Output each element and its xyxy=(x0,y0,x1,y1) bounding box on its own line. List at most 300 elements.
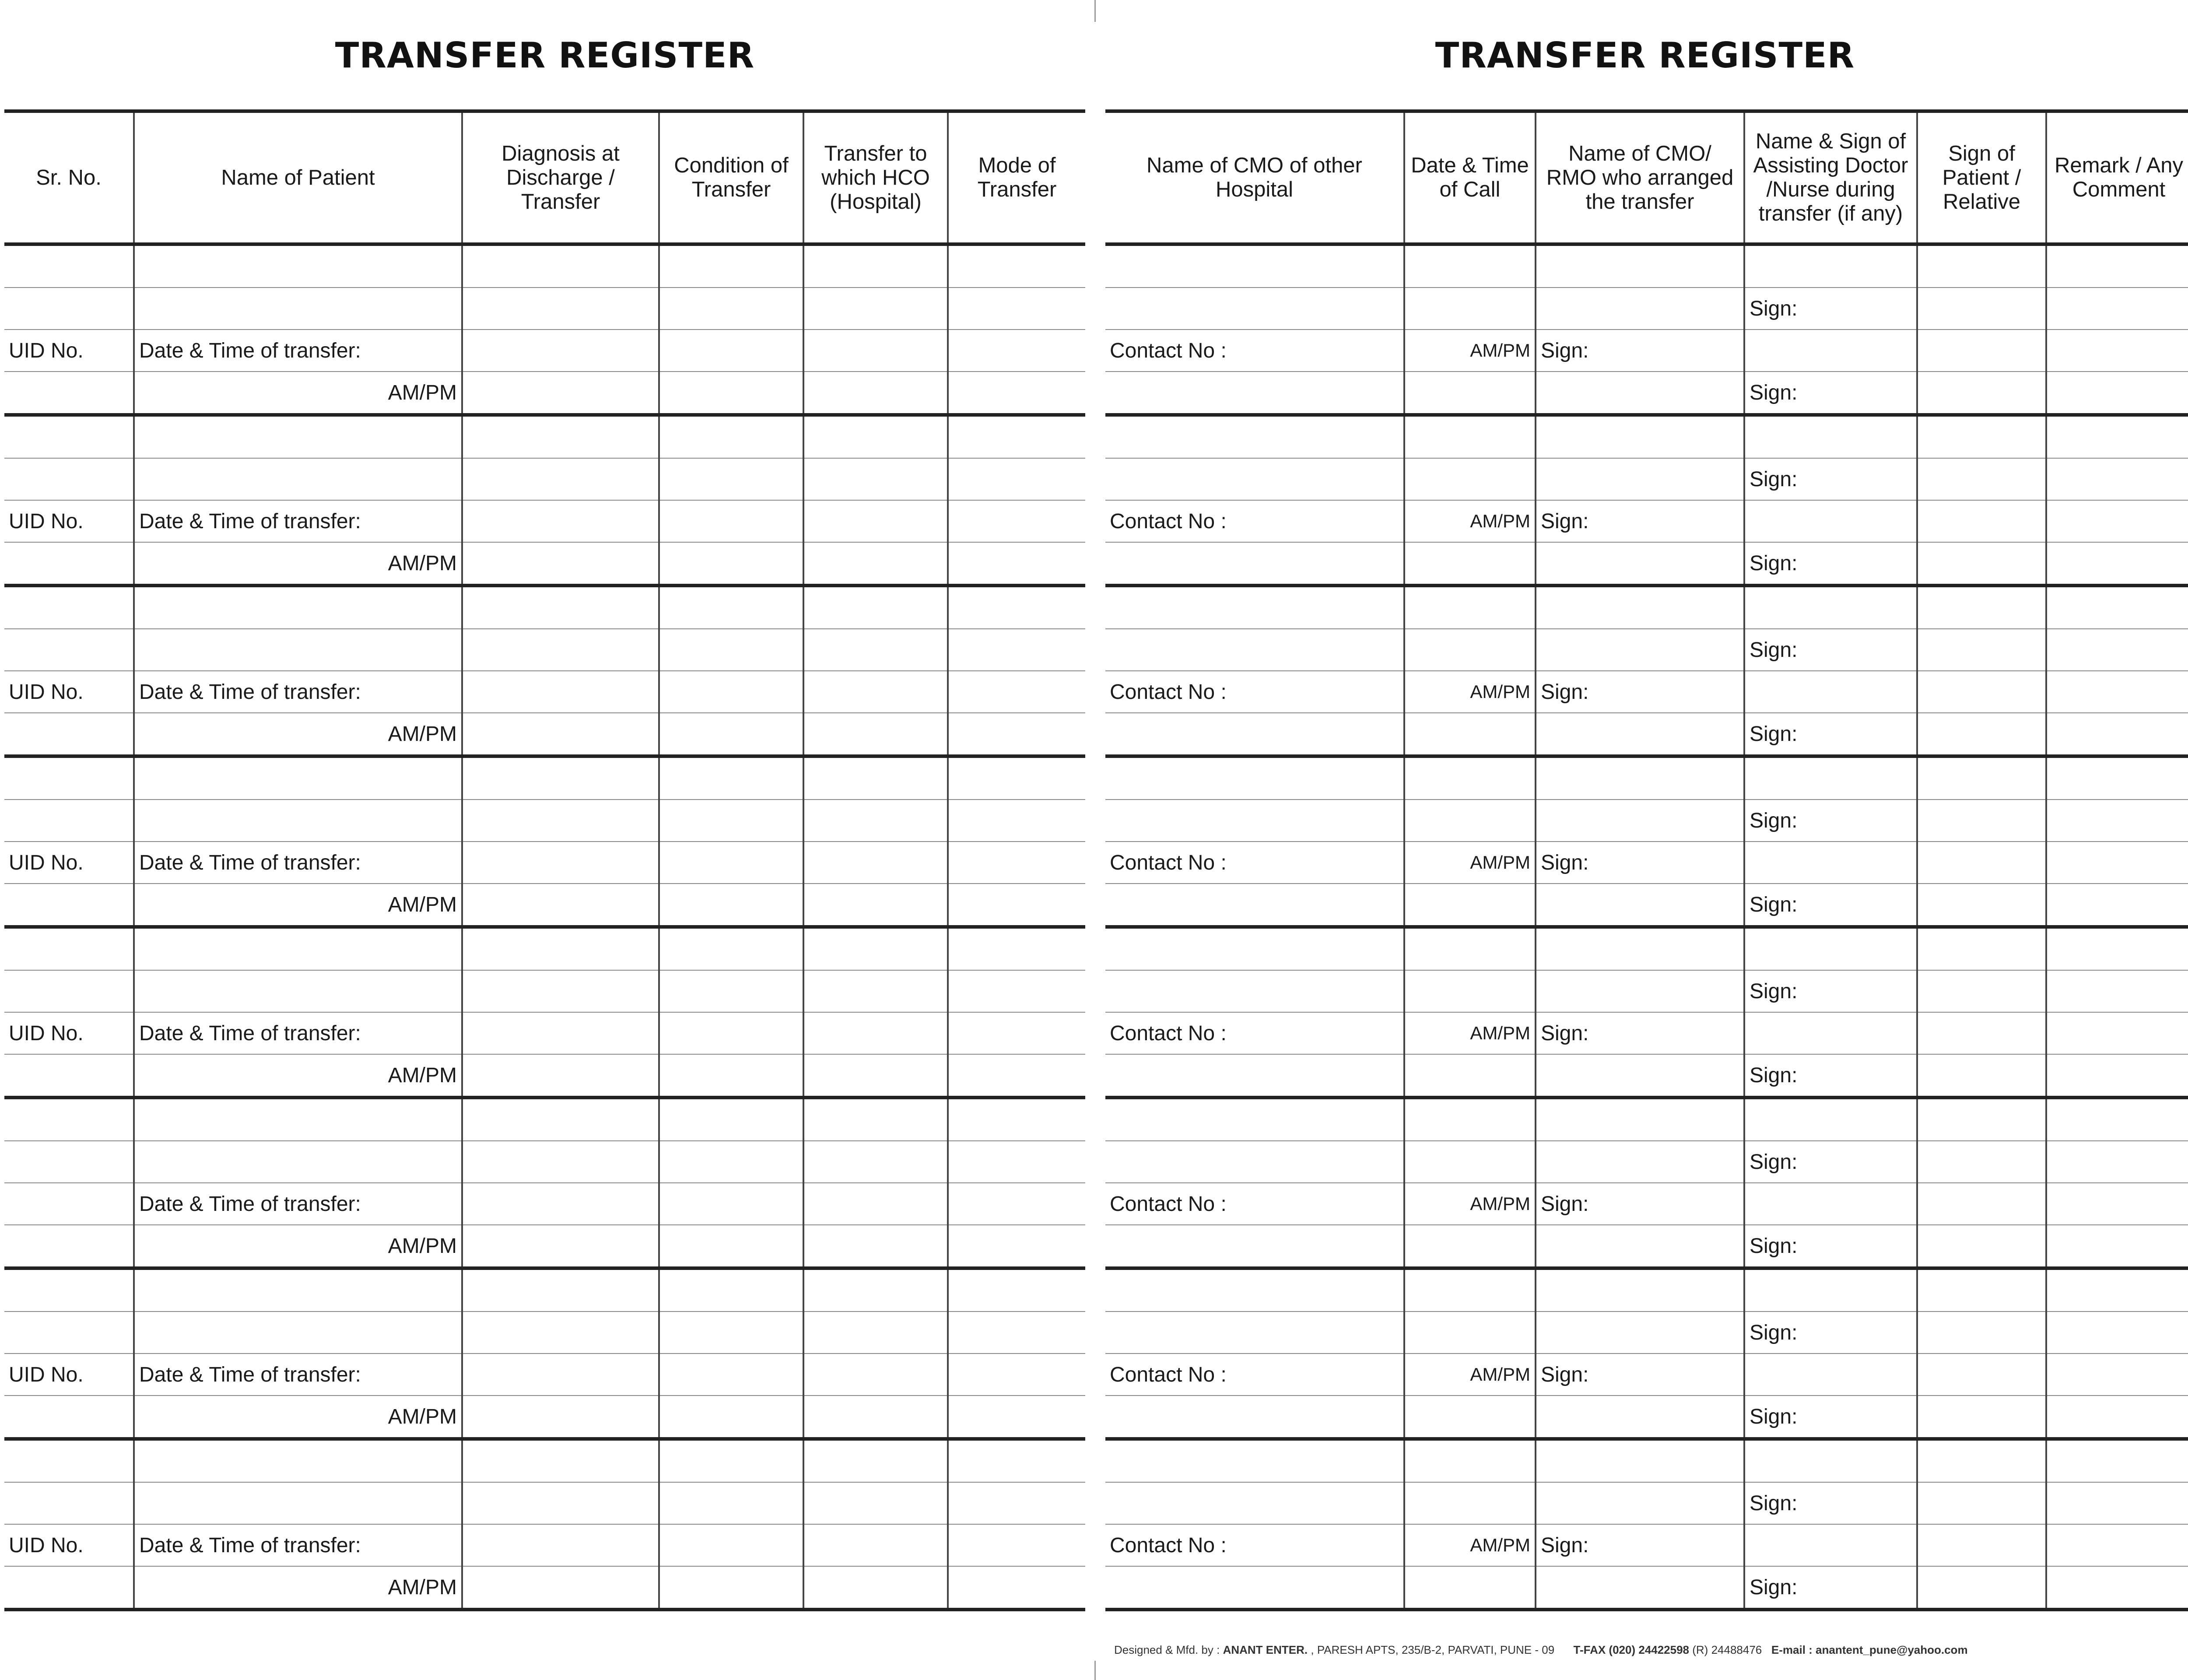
remark-cell[interactable] xyxy=(2046,671,2188,713)
sr-no-cell[interactable] xyxy=(4,415,134,458)
condition-cell[interactable] xyxy=(659,713,803,756)
patient-sign-cell[interactable] xyxy=(1917,458,2046,500)
call-datetime-cell[interactable] xyxy=(1404,1225,1536,1268)
cmo-arranged-cell[interactable] xyxy=(1536,713,1744,756)
diagnosis-cell[interactable] xyxy=(462,1354,659,1396)
remark-cell[interactable] xyxy=(2046,415,2188,458)
diagnosis-cell[interactable] xyxy=(462,1054,659,1098)
patient-name-cell[interactable] xyxy=(134,970,462,1012)
patient-sign-cell[interactable] xyxy=(1917,372,2046,415)
condition-cell[interactable] xyxy=(659,1098,803,1141)
cmo-other-cell[interactable] xyxy=(1105,244,1404,288)
cmo-arranged-cell[interactable] xyxy=(1536,1439,1744,1482)
patient-name-cell[interactable] xyxy=(134,1141,462,1183)
condition-cell[interactable] xyxy=(659,1439,803,1482)
cmo-arranged-cell[interactable] xyxy=(1536,458,1744,500)
assisting-sign-cell[interactable] xyxy=(1744,1354,1917,1396)
remark-cell[interactable] xyxy=(2046,500,2188,542)
remark-cell[interactable] xyxy=(2046,1524,2188,1566)
remark-cell[interactable] xyxy=(2046,800,2188,842)
cmo-arranged-cell[interactable] xyxy=(1536,1268,1744,1312)
patient-sign-cell[interactable] xyxy=(1917,1312,2046,1354)
patient-sign-cell[interactable] xyxy=(1917,756,2046,800)
mode-cell[interactable] xyxy=(948,1268,1085,1312)
assisting-sign-cell[interactable] xyxy=(1744,756,1917,800)
patient-sign-cell[interactable] xyxy=(1917,1354,2046,1396)
assisting-sign-cell[interactable] xyxy=(1744,586,1917,629)
mode-cell[interactable] xyxy=(948,1098,1085,1141)
transfer-hco-cell[interactable] xyxy=(803,1566,948,1610)
mode-cell[interactable] xyxy=(948,1225,1085,1268)
cmo-other-cell[interactable] xyxy=(1105,1312,1404,1354)
mode-cell[interactable] xyxy=(948,1524,1085,1566)
mode-cell[interactable] xyxy=(948,1439,1085,1482)
patient-name-cell[interactable] xyxy=(134,586,462,629)
patient-sign-cell[interactable] xyxy=(1917,1439,2046,1482)
patient-sign-cell[interactable] xyxy=(1917,629,2046,671)
transfer-hco-cell[interactable] xyxy=(803,458,948,500)
remark-cell[interactable] xyxy=(2046,927,2188,970)
sr-no-cell[interactable] xyxy=(4,1098,134,1141)
transfer-hco-cell[interactable] xyxy=(803,1482,948,1524)
patient-name-cell[interactable] xyxy=(134,244,462,288)
patient-sign-cell[interactable] xyxy=(1917,927,2046,970)
assisting-sign-cell[interactable] xyxy=(1744,1524,1917,1566)
condition-cell[interactable] xyxy=(659,629,803,671)
assisting-sign-cell[interactable] xyxy=(1744,1012,1917,1054)
cmo-arranged-cell[interactable] xyxy=(1536,288,1744,330)
mode-cell[interactable] xyxy=(948,500,1085,542)
assisting-sign-cell[interactable] xyxy=(1744,927,1917,970)
cmo-other-cell[interactable] xyxy=(1105,288,1404,330)
condition-cell[interactable] xyxy=(659,756,803,800)
remark-cell[interactable] xyxy=(2046,1312,2188,1354)
patient-name-cell[interactable] xyxy=(134,1312,462,1354)
mode-cell[interactable] xyxy=(948,1012,1085,1054)
transfer-hco-cell[interactable] xyxy=(803,629,948,671)
patient-sign-cell[interactable] xyxy=(1917,713,2046,756)
assisting-sign-cell[interactable] xyxy=(1744,1439,1917,1482)
condition-cell[interactable] xyxy=(659,244,803,288)
patient-name-cell[interactable] xyxy=(134,1439,462,1482)
transfer-hco-cell[interactable] xyxy=(803,244,948,288)
remark-cell[interactable] xyxy=(2046,1566,2188,1610)
remark-cell[interactable] xyxy=(2046,1482,2188,1524)
patient-sign-cell[interactable] xyxy=(1917,288,2046,330)
call-datetime-cell[interactable] xyxy=(1404,1268,1536,1312)
call-datetime-cell[interactable] xyxy=(1404,970,1536,1012)
remark-cell[interactable] xyxy=(2046,1054,2188,1098)
transfer-hco-cell[interactable] xyxy=(803,1439,948,1482)
diagnosis-cell[interactable] xyxy=(462,1482,659,1524)
sr-no-cell[interactable] xyxy=(4,1396,134,1439)
mode-cell[interactable] xyxy=(948,330,1085,372)
transfer-hco-cell[interactable] xyxy=(803,1054,948,1098)
diagnosis-cell[interactable] xyxy=(462,1566,659,1610)
mode-cell[interactable] xyxy=(948,713,1085,756)
condition-cell[interactable] xyxy=(659,1396,803,1439)
call-datetime-cell[interactable] xyxy=(1404,586,1536,629)
diagnosis-cell[interactable] xyxy=(462,1439,659,1482)
assisting-sign-cell[interactable] xyxy=(1744,671,1917,713)
call-datetime-cell[interactable] xyxy=(1404,800,1536,842)
transfer-hco-cell[interactable] xyxy=(803,1141,948,1183)
condition-cell[interactable] xyxy=(659,1183,803,1225)
remark-cell[interactable] xyxy=(2046,1183,2188,1225)
condition-cell[interactable] xyxy=(659,542,803,586)
transfer-hco-cell[interactable] xyxy=(803,1268,948,1312)
patient-name-cell[interactable] xyxy=(134,288,462,330)
condition-cell[interactable] xyxy=(659,1141,803,1183)
cmo-arranged-cell[interactable] xyxy=(1536,586,1744,629)
transfer-hco-cell[interactable] xyxy=(803,1354,948,1396)
mode-cell[interactable] xyxy=(948,756,1085,800)
transfer-hco-cell[interactable] xyxy=(803,884,948,927)
transfer-hco-cell[interactable] xyxy=(803,1524,948,1566)
cmo-arranged-cell[interactable] xyxy=(1536,1312,1744,1354)
remark-cell[interactable] xyxy=(2046,713,2188,756)
patient-sign-cell[interactable] xyxy=(1917,542,2046,586)
remark-cell[interactable] xyxy=(2046,288,2188,330)
mode-cell[interactable] xyxy=(948,415,1085,458)
cmo-other-cell[interactable] xyxy=(1105,1054,1404,1098)
condition-cell[interactable] xyxy=(659,288,803,330)
mode-cell[interactable] xyxy=(948,458,1085,500)
diagnosis-cell[interactable] xyxy=(462,1524,659,1566)
cmo-other-cell[interactable] xyxy=(1105,756,1404,800)
condition-cell[interactable] xyxy=(659,1482,803,1524)
mode-cell[interactable] xyxy=(948,927,1085,970)
condition-cell[interactable] xyxy=(659,1566,803,1610)
mode-cell[interactable] xyxy=(948,842,1085,884)
assisting-sign-cell[interactable] xyxy=(1744,415,1917,458)
diagnosis-cell[interactable] xyxy=(462,842,659,884)
diagnosis-cell[interactable] xyxy=(462,1312,659,1354)
transfer-hco-cell[interactable] xyxy=(803,1225,948,1268)
remark-cell[interactable] xyxy=(2046,1396,2188,1439)
mode-cell[interactable] xyxy=(948,800,1085,842)
cmo-other-cell[interactable] xyxy=(1105,970,1404,1012)
cmo-arranged-cell[interactable] xyxy=(1536,756,1744,800)
sr-no-cell[interactable] xyxy=(4,542,134,586)
cmo-other-cell[interactable] xyxy=(1105,1225,1404,1268)
condition-cell[interactable] xyxy=(659,842,803,884)
transfer-hco-cell[interactable] xyxy=(803,500,948,542)
call-datetime-cell[interactable] xyxy=(1404,415,1536,458)
remark-cell[interactable] xyxy=(2046,1098,2188,1141)
patient-sign-cell[interactable] xyxy=(1917,1054,2046,1098)
transfer-hco-cell[interactable] xyxy=(803,1396,948,1439)
call-datetime-cell[interactable] xyxy=(1404,244,1536,288)
diagnosis-cell[interactable] xyxy=(462,372,659,415)
sr-no-cell[interactable] xyxy=(4,1268,134,1312)
mode-cell[interactable] xyxy=(948,1312,1085,1354)
sr-no-cell[interactable] xyxy=(4,1141,134,1183)
condition-cell[interactable] xyxy=(659,1312,803,1354)
condition-cell[interactable] xyxy=(659,500,803,542)
sr-no-cell[interactable] xyxy=(4,884,134,927)
sr-no-cell[interactable] xyxy=(4,458,134,500)
cmo-other-cell[interactable] xyxy=(1105,713,1404,756)
patient-name-cell[interactable] xyxy=(134,629,462,671)
condition-cell[interactable] xyxy=(659,884,803,927)
transfer-hco-cell[interactable] xyxy=(803,372,948,415)
patient-sign-cell[interactable] xyxy=(1917,842,2046,884)
patient-name-cell[interactable] xyxy=(134,1268,462,1312)
sr-no-cell[interactable] xyxy=(4,244,134,288)
diagnosis-cell[interactable] xyxy=(462,288,659,330)
mode-cell[interactable] xyxy=(948,1141,1085,1183)
cmo-other-cell[interactable] xyxy=(1105,884,1404,927)
cmo-arranged-cell[interactable] xyxy=(1536,884,1744,927)
remark-cell[interactable] xyxy=(2046,372,2188,415)
cmo-other-cell[interactable] xyxy=(1105,458,1404,500)
transfer-hco-cell[interactable] xyxy=(803,1183,948,1225)
remark-cell[interactable] xyxy=(2046,330,2188,372)
patient-sign-cell[interactable] xyxy=(1917,586,2046,629)
cmo-arranged-cell[interactable] xyxy=(1536,927,1744,970)
sr-no-cell[interactable] xyxy=(4,1225,134,1268)
patient-sign-cell[interactable] xyxy=(1917,1396,2046,1439)
patient-sign-cell[interactable] xyxy=(1917,330,2046,372)
diagnosis-cell[interactable] xyxy=(462,458,659,500)
remark-cell[interactable] xyxy=(2046,1439,2188,1482)
call-datetime-cell[interactable] xyxy=(1404,288,1536,330)
patient-sign-cell[interactable] xyxy=(1917,800,2046,842)
condition-cell[interactable] xyxy=(659,800,803,842)
cmo-arranged-cell[interactable] xyxy=(1536,1098,1744,1141)
mode-cell[interactable] xyxy=(948,1354,1085,1396)
cmo-other-cell[interactable] xyxy=(1105,1482,1404,1524)
cmo-arranged-cell[interactable] xyxy=(1536,1396,1744,1439)
mode-cell[interactable] xyxy=(948,288,1085,330)
patient-sign-cell[interactable] xyxy=(1917,1225,2046,1268)
condition-cell[interactable] xyxy=(659,1524,803,1566)
condition-cell[interactable] xyxy=(659,458,803,500)
cmo-other-cell[interactable] xyxy=(1105,1439,1404,1482)
mode-cell[interactable] xyxy=(948,1482,1085,1524)
patient-name-cell[interactable] xyxy=(134,927,462,970)
diagnosis-cell[interactable] xyxy=(462,1225,659,1268)
remark-cell[interactable] xyxy=(2046,1012,2188,1054)
sr-no-cell[interactable] xyxy=(4,586,134,629)
mode-cell[interactable] xyxy=(948,970,1085,1012)
call-datetime-cell[interactable] xyxy=(1404,1439,1536,1482)
condition-cell[interactable] xyxy=(659,671,803,713)
patient-name-cell[interactable] xyxy=(134,458,462,500)
diagnosis-cell[interactable] xyxy=(462,415,659,458)
mode-cell[interactable] xyxy=(948,1054,1085,1098)
condition-cell[interactable] xyxy=(659,927,803,970)
call-datetime-cell[interactable] xyxy=(1404,927,1536,970)
cmo-arranged-cell[interactable] xyxy=(1536,1225,1744,1268)
cmo-other-cell[interactable] xyxy=(1105,415,1404,458)
cmo-arranged-cell[interactable] xyxy=(1536,800,1744,842)
sr-no-cell[interactable] xyxy=(4,927,134,970)
diagnosis-cell[interactable] xyxy=(462,500,659,542)
remark-cell[interactable] xyxy=(2046,1141,2188,1183)
condition-cell[interactable] xyxy=(659,1354,803,1396)
diagnosis-cell[interactable] xyxy=(462,542,659,586)
cmo-other-cell[interactable] xyxy=(1105,1098,1404,1141)
cmo-arranged-cell[interactable] xyxy=(1536,244,1744,288)
patient-sign-cell[interactable] xyxy=(1917,970,2046,1012)
call-datetime-cell[interactable] xyxy=(1404,458,1536,500)
cmo-other-cell[interactable] xyxy=(1105,1141,1404,1183)
condition-cell[interactable] xyxy=(659,1225,803,1268)
mode-cell[interactable] xyxy=(948,629,1085,671)
patient-name-cell[interactable] xyxy=(134,800,462,842)
sr-no-cell[interactable] xyxy=(4,800,134,842)
cmo-other-cell[interactable] xyxy=(1105,1566,1404,1610)
diagnosis-cell[interactable] xyxy=(462,1396,659,1439)
cmo-arranged-cell[interactable] xyxy=(1536,542,1744,586)
assisting-sign-cell[interactable] xyxy=(1744,500,1917,542)
remark-cell[interactable] xyxy=(2046,756,2188,800)
call-datetime-cell[interactable] xyxy=(1404,372,1536,415)
cmo-arranged-cell[interactable] xyxy=(1536,372,1744,415)
remark-cell[interactable] xyxy=(2046,586,2188,629)
cmo-other-cell[interactable] xyxy=(1105,800,1404,842)
assisting-sign-cell[interactable] xyxy=(1744,842,1917,884)
call-datetime-cell[interactable] xyxy=(1404,713,1536,756)
diagnosis-cell[interactable] xyxy=(462,756,659,800)
diagnosis-cell[interactable] xyxy=(462,671,659,713)
patient-sign-cell[interactable] xyxy=(1917,1524,2046,1566)
call-datetime-cell[interactable] xyxy=(1404,629,1536,671)
diagnosis-cell[interactable] xyxy=(462,244,659,288)
remark-cell[interactable] xyxy=(2046,244,2188,288)
cmo-arranged-cell[interactable] xyxy=(1536,1054,1744,1098)
assisting-sign-cell[interactable] xyxy=(1744,1268,1917,1312)
transfer-hco-cell[interactable] xyxy=(803,671,948,713)
cmo-other-cell[interactable] xyxy=(1105,927,1404,970)
cmo-other-cell[interactable] xyxy=(1105,1268,1404,1312)
cmo-arranged-cell[interactable] xyxy=(1536,415,1744,458)
transfer-hco-cell[interactable] xyxy=(803,415,948,458)
patient-sign-cell[interactable] xyxy=(1917,1566,2046,1610)
remark-cell[interactable] xyxy=(2046,1225,2188,1268)
call-datetime-cell[interactable] xyxy=(1404,1566,1536,1610)
transfer-hco-cell[interactable] xyxy=(803,800,948,842)
transfer-hco-cell[interactable] xyxy=(803,756,948,800)
transfer-hco-cell[interactable] xyxy=(803,1098,948,1141)
cmo-arranged-cell[interactable] xyxy=(1536,970,1744,1012)
call-datetime-cell[interactable] xyxy=(1404,1054,1536,1098)
patient-sign-cell[interactable] xyxy=(1917,415,2046,458)
remark-cell[interactable] xyxy=(2046,970,2188,1012)
sr-no-cell[interactable] xyxy=(4,1439,134,1482)
patient-sign-cell[interactable] xyxy=(1917,1098,2046,1141)
cmo-arranged-cell[interactable] xyxy=(1536,1141,1744,1183)
assisting-sign-cell[interactable] xyxy=(1744,244,1917,288)
sr-no-cell[interactable] xyxy=(4,713,134,756)
diagnosis-cell[interactable] xyxy=(462,970,659,1012)
remark-cell[interactable] xyxy=(2046,1268,2188,1312)
sr-no-cell[interactable] xyxy=(4,1482,134,1524)
assisting-sign-cell[interactable] xyxy=(1744,1098,1917,1141)
patient-name-cell[interactable] xyxy=(134,415,462,458)
transfer-hco-cell[interactable] xyxy=(803,970,948,1012)
condition-cell[interactable] xyxy=(659,970,803,1012)
patient-name-cell[interactable] xyxy=(134,756,462,800)
call-datetime-cell[interactable] xyxy=(1404,884,1536,927)
diagnosis-cell[interactable] xyxy=(462,927,659,970)
diagnosis-cell[interactable] xyxy=(462,586,659,629)
sr-no-cell[interactable] xyxy=(4,372,134,415)
remark-cell[interactable] xyxy=(2046,842,2188,884)
diagnosis-cell[interactable] xyxy=(462,1141,659,1183)
call-datetime-cell[interactable] xyxy=(1404,542,1536,586)
diagnosis-cell[interactable] xyxy=(462,629,659,671)
transfer-hco-cell[interactable] xyxy=(803,713,948,756)
condition-cell[interactable] xyxy=(659,372,803,415)
patient-sign-cell[interactable] xyxy=(1917,884,2046,927)
call-datetime-cell[interactable] xyxy=(1404,756,1536,800)
diagnosis-cell[interactable] xyxy=(462,800,659,842)
patient-sign-cell[interactable] xyxy=(1917,1268,2046,1312)
mode-cell[interactable] xyxy=(948,542,1085,586)
remark-cell[interactable] xyxy=(2046,542,2188,586)
remark-cell[interactable] xyxy=(2046,1354,2188,1396)
call-datetime-cell[interactable] xyxy=(1404,1396,1536,1439)
patient-name-cell[interactable] xyxy=(134,1098,462,1141)
sr-no-cell[interactable] xyxy=(4,970,134,1012)
call-datetime-cell[interactable] xyxy=(1404,1098,1536,1141)
patient-sign-cell[interactable] xyxy=(1917,1012,2046,1054)
diagnosis-cell[interactable] xyxy=(462,1098,659,1141)
remark-cell[interactable] xyxy=(2046,884,2188,927)
remark-cell[interactable] xyxy=(2046,458,2188,500)
diagnosis-cell[interactable] xyxy=(462,713,659,756)
transfer-hco-cell[interactable] xyxy=(803,330,948,372)
sr-no-cell[interactable] xyxy=(4,1054,134,1098)
mode-cell[interactable] xyxy=(948,671,1085,713)
patient-sign-cell[interactable] xyxy=(1917,1141,2046,1183)
cmo-arranged-cell[interactable] xyxy=(1536,629,1744,671)
cmo-other-cell[interactable] xyxy=(1105,586,1404,629)
transfer-hco-cell[interactable] xyxy=(803,1312,948,1354)
cmo-arranged-cell[interactable] xyxy=(1536,1566,1744,1610)
mode-cell[interactable] xyxy=(948,884,1085,927)
cmo-other-cell[interactable] xyxy=(1105,372,1404,415)
sr-no-cell[interactable] xyxy=(4,1312,134,1354)
sr-no-cell[interactable] xyxy=(4,629,134,671)
sr-no-cell[interactable] xyxy=(4,288,134,330)
mode-cell[interactable] xyxy=(948,244,1085,288)
diagnosis-cell[interactable] xyxy=(462,1012,659,1054)
call-datetime-cell[interactable] xyxy=(1404,1482,1536,1524)
transfer-hco-cell[interactable] xyxy=(803,1012,948,1054)
transfer-hco-cell[interactable] xyxy=(803,586,948,629)
transfer-hco-cell[interactable] xyxy=(803,842,948,884)
mode-cell[interactable] xyxy=(948,372,1085,415)
cmo-other-cell[interactable] xyxy=(1105,542,1404,586)
condition-cell[interactable] xyxy=(659,1012,803,1054)
mode-cell[interactable] xyxy=(948,1566,1085,1610)
patient-name-cell[interactable] xyxy=(134,1482,462,1524)
diagnosis-cell[interactable] xyxy=(462,1183,659,1225)
transfer-hco-cell[interactable] xyxy=(803,542,948,586)
diagnosis-cell[interactable] xyxy=(462,330,659,372)
condition-cell[interactable] xyxy=(659,1054,803,1098)
condition-cell[interactable] xyxy=(659,586,803,629)
condition-cell[interactable] xyxy=(659,1268,803,1312)
patient-sign-cell[interactable] xyxy=(1917,1482,2046,1524)
transfer-hco-cell[interactable] xyxy=(803,288,948,330)
condition-cell[interactable] xyxy=(659,415,803,458)
cmo-other-cell[interactable] xyxy=(1105,629,1404,671)
